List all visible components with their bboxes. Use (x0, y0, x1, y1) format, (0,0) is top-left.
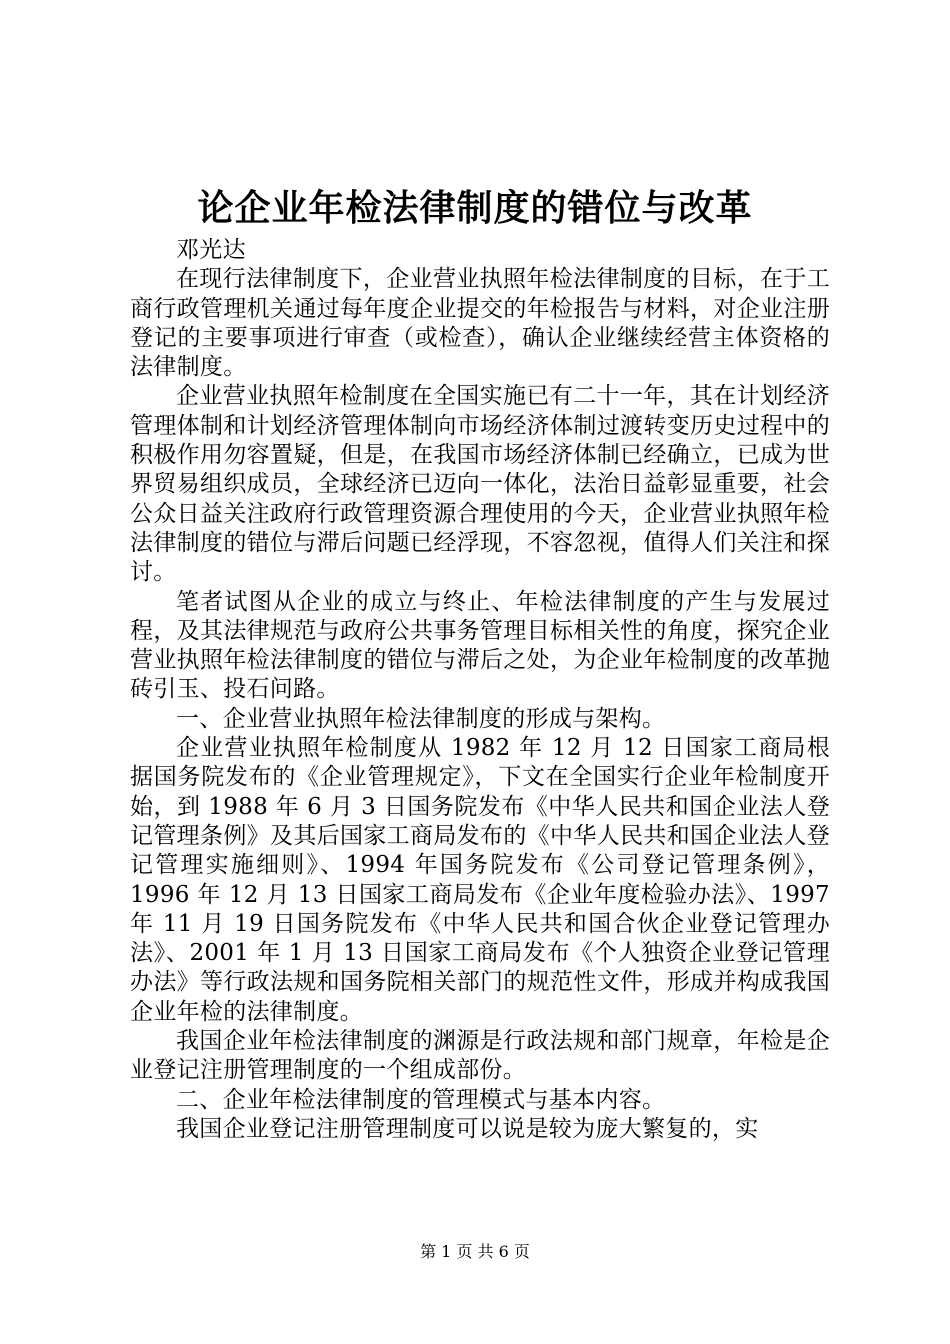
section-heading: 一、企业营业执照年检法律制度的形成与架构。 (176, 705, 666, 732)
paragraph: 我国企业登记注册管理制度可以说是较为庞大繁复的，实 (176, 1115, 759, 1142)
paragraph: 在现行法律制度下，企业营业执照年检法律制度的目标，在于工商行政管理机关通过每年度企业提交的年检报告与材料，对企业注册登记的主要事项进行审查（或检查），确认企业继续经营主体资格的法律制度。 (130, 266, 830, 381)
paragraph: 企业营业执照年检制度在全国实施已有二十一年，其在计划经济管理体制和计划经济管理体制向市场经济体制过渡转变历史过程中的积极作用勿容置疑，但是，在我国市场经济体制已经确立，已成为世界贸易组织成员，全球经济已迈向一体化，法治日益彰显重要，社会公众日益关注政府行政管理资源合理使用的今天，企业营业执照年检法律制度的错位与滞后问题已经浮现，不容忽视，值得人们关注和探讨。 (130, 383, 830, 586)
paragraph: 我国企业年检法律制度的渊源是行政法规和部门规章，年检是企业登记注册管理制度的一个组成部份。 (130, 1028, 830, 1084)
author-name: 邓光达 (176, 237, 246, 263)
page-number-footer: 第 1 页 共 6 页 (420, 1242, 530, 1261)
section-heading: 二、企业年检法律制度的管理模式与基本内容。 (176, 1086, 666, 1113)
paragraph: 企业营业执照年检制度从 1982 年 12 月 12 日国家工商局根据国务院发布的《企业管理规定》，下文在全国实行企业年检制度开始，到 1988 年 6 月 3 日国务院发布《中华人民共和国企业法人登记管理条例》及其后国家工商局发布的《中华人民共和国企业法人登记管理实施细则》、1994 年国务院发布《公司登记管理条例》，1996 年 12 月 13 日国家工商局发布《企业年度检验办法》、1997 年 11 月 19 日国务院发布《中华人民共和国合伙企业登记管理办法》、2001 年 1 月 13 日国家工商局发布《个人独资企业登记管理办法》等行政法规和国务院相关部门的规范性文件，形成并构成我国企业年检的法律制度。 (130, 735, 830, 1025)
paragraph: 笔者试图从企业的成立与终止、年检法律制度的产生与发展过程，及其法律规范与政府公共事务管理目标相关性的角度，探究企业营业执照年检法律制度的错位与滞后之处，为企业年检制度的改革抛砖引玉、投石问路。 (130, 588, 830, 703)
document-title: 论企业年检法律制度的错位与改革 (197, 187, 753, 229)
document-body (130, 236, 830, 1144)
